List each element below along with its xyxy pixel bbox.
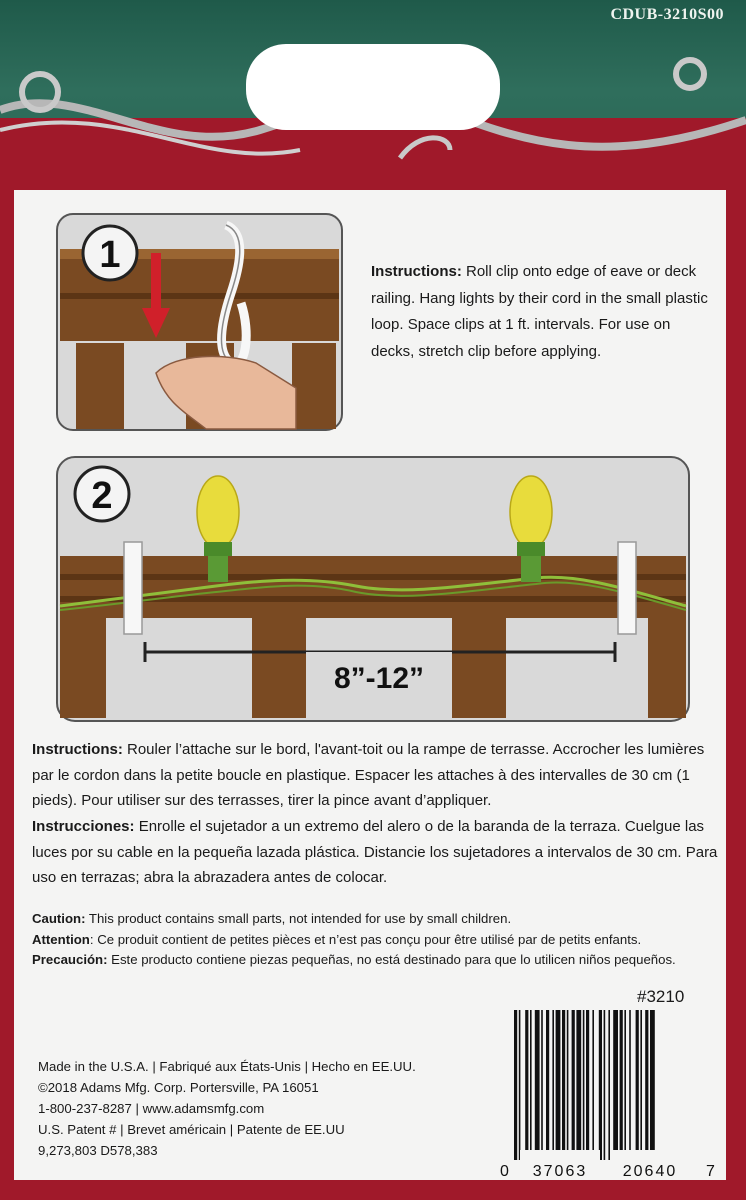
- barcode-right-group: 20640: [622, 1163, 678, 1180]
- caution-text-es: Este producto contiene piezas pequeñas, no está destinado para que lo utilicen niños pequeños.: [107, 952, 676, 967]
- barcode-check-digit: 7: [706, 1163, 715, 1180]
- barcode-left-group: 37063: [532, 1163, 588, 1180]
- caution-line-en: [32, 909, 722, 930]
- barcode-first-digit: 0: [500, 1163, 509, 1180]
- caution-line-es: [32, 950, 722, 971]
- footer-info: [38, 1056, 498, 1161]
- caution-line-fr: [32, 930, 722, 951]
- instructions-es-text: Enrolle el sujetador a un extremo del alero o de la baranda de la terraza. Cuelgue las luces por su cable en la pequeña lazada plástica. Distancie los sujetadores a intervalos de 30 cm. Para uso en terrazas; abra la abrazadera antes de colocar.: [32, 818, 718, 886]
- caution-label-fr: Attention: [32, 931, 90, 947]
- part-number: #3210: [637, 987, 685, 1006]
- caution-label-en: Caution:: [32, 911, 86, 926]
- footer-patent-label: U.S. Patent # | Brevet américain | Patente de EE.UU: [38, 1122, 345, 1137]
- step1-illustration: [56, 213, 343, 431]
- footer-origin: Made in the U.S.A. | Fabriqué aux États-Unis | Hecho en EE.UU.: [38, 1059, 416, 1074]
- step2-number: 2: [91, 475, 113, 517]
- instructions-en-text: Roll clip onto edge of eave or deck railing. Hang lights by their cord in the small plastic loop. Space clips at 1 ft. intervals. For use on decks, stretch clip before applying.: [371, 263, 708, 360]
- step2-illustration: [56, 456, 690, 722]
- caution-text-en: This product contains small parts, not intended for use by small children.: [85, 911, 512, 926]
- hang-hole: [246, 44, 500, 130]
- product-code: CDUB-3210S00: [610, 6, 724, 23]
- caution-text-fr: : Ce produit contient de petites pièces et n’est pas conçu pour être utilisé par de petits enfants.: [89, 931, 642, 947]
- footer-copyright: ©2018 Adams Mfg. Corp. Portersville, PA 16051: [38, 1080, 319, 1095]
- instructions-french: [32, 737, 722, 814]
- upc-barcode: [496, 1010, 722, 1180]
- instructions-fr-label: Instructions:: [32, 741, 123, 758]
- warnings-block: [32, 909, 722, 971]
- instructions-en-label: Instructions:: [371, 263, 462, 280]
- caution-label-es: Precaución:: [32, 952, 108, 967]
- footer-contact: 1-800-237-8287 | www.adamsmfg.com: [38, 1101, 265, 1116]
- instructions-fr-text: Rouler l’attache sur le bord, l'avant-toit ou la rampe de terrasse. Accrocher les lumières par le cordon dans la petite boucle en plastique. Espacer les attaches à des intervalles de 30 cm (1 pieds). Pour utiliser sur des terrasses, tirer la pince avant d’appliquer.: [32, 741, 705, 809]
- spacing-label: 8”-12”: [333, 662, 425, 695]
- footer-patent-numbers: 9,273,803 D578,383: [38, 1143, 158, 1158]
- instructions-english: [371, 259, 711, 365]
- instructions-spanish: [32, 814, 722, 891]
- step1-number: 1: [99, 234, 121, 276]
- instructions-es-label: Instrucciones:: [32, 818, 135, 835]
- barcode-bars: [514, 1010, 655, 1160]
